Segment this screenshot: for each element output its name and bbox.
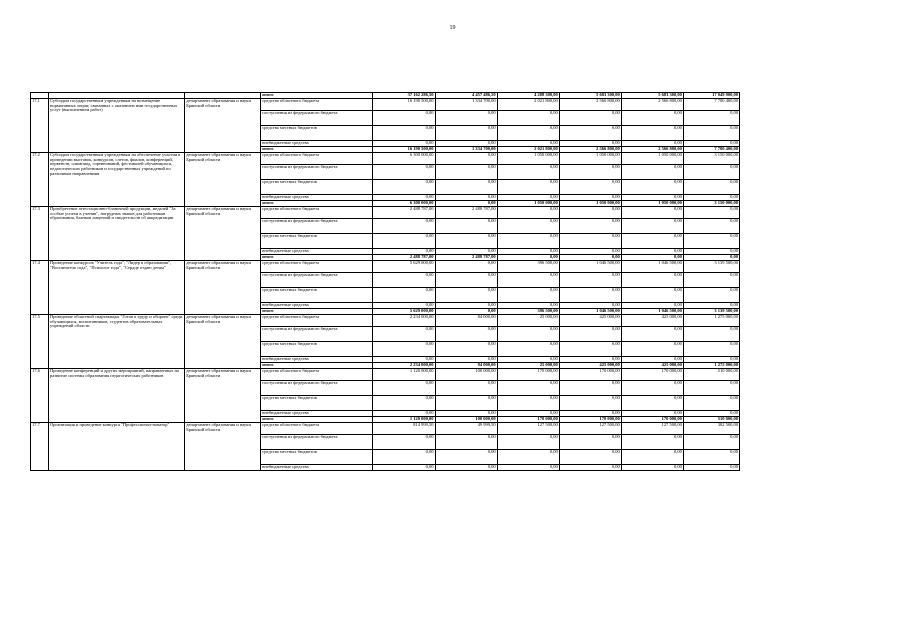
amount-cell: 2 234 000,00 [373,315,435,327]
amount-cell: 0,00 [497,435,559,450]
item-number: 17.5 [31,315,49,369]
amount-cell: 170 000,00 [559,369,621,381]
amount-cell: 25 000,00 [497,363,559,369]
amount-cell: 0,00 [559,288,621,303]
amount-cell: 0,00 [683,435,739,450]
amount-cell: 0,00 [683,396,739,411]
source-label: поступления из федерального бюджета [261,381,373,396]
amount-cell: 0,00 [497,357,559,363]
amount-cell: 0,00 [435,153,497,165]
table-row [31,207,740,219]
amount-cell: 0,00 [559,450,621,465]
amount-cell: 0,00 [373,165,435,180]
amount-cell: 2 488 787,00 [435,207,497,219]
amount-cell: 0,00 [373,357,435,363]
amount-cell: 5 629 000,00 [373,261,435,273]
amount-cell: 0,00 [559,435,621,450]
amount-cell: 0,00 [373,327,435,342]
amount-cell: 0,00 [683,219,739,234]
amount-cell: 2 488 787,00 [373,207,435,219]
source-label: поступления из федерального бюджета [261,273,373,288]
amount-cell: 0,00 [559,195,621,201]
amount-cell: 0,00 [497,327,559,342]
amount-cell: 0,00 [621,195,683,201]
amount-cell: 100 000,00 [435,417,497,423]
amount-cell: 0,00 [373,111,435,126]
source-label: средства местных бюджетов [261,288,373,303]
amount-cell: 0,00 [621,342,683,357]
amount-cell: 0,00 [373,342,435,357]
amount-cell: 0,00 [497,342,559,357]
amount-cell: 0,00 [559,381,621,396]
amount-cell: 0,00 [435,201,497,207]
amount-cell: 0,00 [497,303,559,309]
amount-cell: 0,00 [497,195,559,201]
amount-cell: 0,00 [683,465,739,471]
amount-cell: 1 046 500,00 [621,261,683,273]
source-label: средства областного бюджета [261,207,373,219]
amount-cell: 0,00 [435,249,497,255]
item-executor: департамент образования и науки Брянской области [185,369,261,423]
amount-cell: 0,00 [373,396,435,411]
amount-cell: 0,00 [621,207,683,219]
amount-cell: 0,00 [435,327,497,342]
item-executor: департамент образования и науки Брянской области [185,423,261,471]
item-number: 17.2 [31,153,49,207]
source-label: поступления из федерального бюджета [261,327,373,342]
amount-cell: 0,00 [373,126,435,141]
amount-cell: 0,00 [621,411,683,417]
amount-cell: 5 683 300,00 [559,93,621,99]
amount-cell: 0,00 [683,327,739,342]
table-row [31,369,740,381]
amount-cell: 0,00 [683,255,739,261]
amount-cell: 170 000,00 [621,369,683,381]
amount-cell: 0,00 [435,141,497,147]
amount-cell: 0,00 [373,303,435,309]
amount-cell: 1 050 000,00 [497,153,559,165]
source-label: итого [261,201,373,207]
item-number: 17.6 [31,369,49,423]
amount-cell: 510 000,00 [683,369,739,381]
amount-cell: 0,00 [559,396,621,411]
amount-cell: 1 050 000,00 [497,201,559,207]
amount-cell: 0,00 [435,273,497,288]
source-label: средства областного бюджета [261,315,373,327]
amount-cell: 0,00 [559,234,621,249]
amount-cell: 0,00 [683,195,739,201]
amount-cell: 1 050 000,00 [621,153,683,165]
source-label: внебюджетные средства [261,465,373,471]
amount-cell: 0,00 [559,207,621,219]
source-label: итого [261,309,373,315]
amount-cell: 0,00 [683,126,739,141]
amount-cell: 0,00 [683,141,739,147]
source-label: итого [261,93,373,99]
amount-cell: 0,00 [621,273,683,288]
amount-cell: 0,00 [373,219,435,234]
amount-cell: 0,00 [621,180,683,195]
amount-cell: 0,00 [435,180,497,195]
amount-cell: 0,00 [559,327,621,342]
amount-cell: 0,00 [435,342,497,357]
source-label: поступления из федерального бюджета [261,435,373,450]
amount-cell: 0,00 [497,288,559,303]
amount-cell: 0,00 [683,249,739,255]
amount-cell: 127 500,00 [497,423,559,435]
amount-cell: 0,00 [435,165,497,180]
amount-cell: 4 288 300,00 [497,93,559,99]
amount-cell: 425 000,00 [559,315,621,327]
amount-cell: 0,00 [497,126,559,141]
amount-cell: 1 120 000,00 [373,417,435,423]
item-name: Организация и проведение конкурса "Профессионал-новатор" [49,423,185,471]
amount-cell: 0,00 [621,219,683,234]
amount-cell: 0,00 [621,396,683,411]
amount-cell: 0,00 [373,141,435,147]
source-label: средства областного бюджета [261,369,373,381]
item-name: Субсидии государственным учреждениям на возмещение нормативных затрат, связанных с оказанием ими государственных услуг (выполнением работ) [49,99,185,153]
amount-cell: 0,00 [683,342,739,357]
budget-table [30,92,740,471]
amount-cell: 3 139 500,00 [683,261,739,273]
source-label: средства местных бюджетов [261,342,373,357]
amount-cell: 0,00 [621,234,683,249]
amount-cell: 6 300 000,00 [373,153,435,165]
amount-cell: 0,00 [497,381,559,396]
amount-cell: 84 000,00 [435,315,497,327]
amount-cell: 0,00 [683,180,739,195]
item-executor: департамент образования и науки Брянской области [185,261,261,315]
source-label: средства местных бюджетов [261,180,373,195]
amount-cell: 170 000,00 [497,417,559,423]
amount-cell: 0,00 [621,141,683,147]
amount-cell: 0,00 [621,255,683,261]
source-label: средства областного бюджета [261,99,373,111]
amount-cell: 25 000,00 [497,315,559,327]
amount-cell: 0,00 [683,288,739,303]
amount-cell: 0,00 [435,126,497,141]
amount-cell: 127 500,00 [621,423,683,435]
source-label: итого [261,363,373,369]
source-label: средства местных бюджетов [261,450,373,465]
amount-cell: 0,00 [435,309,497,315]
amount-cell: 382 500,00 [683,423,739,435]
amount-cell: 0,00 [621,111,683,126]
amount-cell: 0,00 [683,381,739,396]
amount-cell: 0,00 [373,195,435,201]
amount-cell: 1 050 000,00 [621,201,683,207]
amount-cell: 2 234 000,00 [373,363,435,369]
amount-cell: 0,00 [559,273,621,288]
amount-cell: 1 120 000,00 [373,369,435,381]
amount-cell: 1 275 000,00 [683,315,739,327]
amount-cell: 0,00 [683,273,739,288]
item-executor: департамент образования и науки Брянской области [185,153,261,207]
amount-cell: 1 275 000,00 [683,363,739,369]
amount-cell: 7 700 400,00 [683,99,739,111]
amount-cell: 0,00 [497,207,559,219]
amount-cell: 170 000,00 [497,369,559,381]
item-number: 17.3 [31,207,49,261]
amount-cell: 0,00 [559,141,621,147]
amount-cell: 3 139 500,00 [683,309,739,315]
source-label: поступления из федерального бюджета [261,219,373,234]
amount-cell: 0,00 [559,411,621,417]
table-row [31,423,740,435]
amount-cell: 0,00 [559,465,621,471]
amount-cell: 4 457 486,50 [435,93,497,99]
amount-cell: 1 050 000,00 [559,153,621,165]
amount-cell: 0,00 [373,450,435,465]
amount-cell: 0,00 [435,195,497,201]
amount-cell: 0,00 [373,288,435,303]
source-label: средства местных бюджетов [261,396,373,411]
amount-cell: 0,00 [621,327,683,342]
table-row [31,153,740,165]
amount-cell: 425 000,00 [621,315,683,327]
amount-cell: 0,00 [373,411,435,417]
amount-cell: 0,00 [373,381,435,396]
amount-cell: 3 150 000,00 [683,201,739,207]
amount-cell: 0,00 [435,357,497,363]
amount-cell: 2 566 800,00 [621,147,683,153]
amount-cell: 0,00 [373,435,435,450]
amount-cell: 425 000,00 [621,363,683,369]
amount-cell: 1 046 500,00 [559,261,621,273]
amount-cell: 0,00 [559,180,621,195]
source-label: средства местных бюджетов [261,126,373,141]
amount-cell: 17 049 900,00 [683,93,739,99]
amount-cell: 0,00 [497,465,559,471]
amount-cell: 1 334 700,00 [435,147,497,153]
page-number: 19 [449,25,456,31]
amount-cell: 0,00 [497,141,559,147]
amount-cell: 0,00 [683,111,739,126]
source-label: итого [261,147,373,153]
amount-cell: 0,00 [621,381,683,396]
amount-cell: 0,00 [683,207,739,219]
amount-cell: 0,00 [373,234,435,249]
amount-cell: 84 000,00 [435,363,497,369]
amount-cell: 0,00 [559,249,621,255]
item-executor: департамент образования и науки Брянской области [185,99,261,153]
amount-cell: 37 162 286,50 [373,93,435,99]
amount-cell: 6 300 000,00 [373,201,435,207]
item-name: Проведение конференций и других мероприятий, направленных на развитие системы образования педагогических работников [49,369,185,423]
amount-cell: 0,00 [621,357,683,363]
amount-cell: 5 683 300,00 [621,93,683,99]
table-row [31,99,740,111]
amount-cell: 16 190 500,00 [373,99,435,111]
amount-cell: 0,00 [435,261,497,273]
item-executor: департамент образования и науки Брянской области [185,207,261,261]
source-label: поступления из федерального бюджета [261,165,373,180]
amount-cell: 0,00 [435,219,497,234]
amount-cell: 0,00 [559,255,621,261]
amount-cell: 510 000,00 [683,417,739,423]
amount-cell: 425 000,00 [559,363,621,369]
amount-cell: 100 000,00 [435,369,497,381]
amount-cell: 2 021 800,00 [497,99,559,111]
source-label: средства областного бюджета [261,153,373,165]
amount-cell: 1 046 500,00 [559,309,621,315]
amount-cell: 0,00 [373,180,435,195]
amount-cell: 0,00 [559,165,621,180]
source-label: средства местных бюджетов [261,234,373,249]
amount-cell: 0,00 [683,165,739,180]
amount-cell: 0,00 [435,381,497,396]
amount-cell: 0,00 [621,435,683,450]
amount-cell: 0,00 [497,180,559,195]
source-label: средства областного бюджета [261,261,373,273]
amount-cell: 0,00 [435,303,497,309]
amount-cell: 0,00 [621,465,683,471]
amount-cell: 0,00 [559,342,621,357]
item-executor: департамент образования и науки Брянской области [185,315,261,369]
table-row [31,315,740,327]
amount-cell: 1 050 000,00 [559,201,621,207]
amount-cell: 0,00 [683,357,739,363]
amount-cell: 0,00 [621,288,683,303]
source-label: внебюджетные средства [261,303,373,309]
item-number: 17.1 [31,99,49,153]
amount-cell: 0,00 [435,396,497,411]
source-label: итого [261,255,373,261]
amount-cell: 0,00 [373,249,435,255]
amount-cell: 0,00 [497,165,559,180]
source-label: внебюджетные средства [261,249,373,255]
amount-cell: 16 190 500,00 [373,147,435,153]
amount-cell: 0,00 [435,450,497,465]
amount-cell: 0,00 [497,411,559,417]
amount-cell: 170 000,00 [559,417,621,423]
amount-cell: 2 021 800,00 [497,147,559,153]
amount-cell: 0,00 [621,249,683,255]
source-label: итого [261,417,373,423]
amount-cell: 0,00 [497,450,559,465]
amount-cell: 3 150 000,00 [683,153,739,165]
amount-cell: 0,00 [435,234,497,249]
amount-cell: 0,00 [435,435,497,450]
source-label: поступления из федерального бюджета [261,111,373,126]
item-name: Проведение областной спартакиады "Готов к труду и обороне" среди обучающихся, воспитанников, студентов образовательных учреждений области [49,315,185,369]
source-label: средства областного бюджета [261,423,373,435]
amount-cell: 0,00 [373,465,435,471]
item-name: Приобретение аттестационно-бланочной продукции, медалей "За особые успехи в учении", нагрудных знаков для работников образования, бланков лицензий и свидетельств об аккредитации [49,207,185,261]
amount-cell: 0,00 [559,357,621,363]
amount-cell: 0,00 [559,111,621,126]
amount-cell: 0,00 [683,303,739,309]
amount-cell: 0,00 [621,126,683,141]
amount-cell: 0,00 [497,249,559,255]
amount-cell: 0,00 [621,165,683,180]
amount-cell: 0,00 [559,219,621,234]
amount-cell: 0,00 [497,219,559,234]
amount-cell: 2 566 800,00 [559,147,621,153]
amount-cell: 127 500,00 [559,423,621,435]
amount-cell: 0,00 [559,126,621,141]
amount-cell: 170 000,00 [621,417,683,423]
amount-cell: 0,00 [373,273,435,288]
amount-cell: 0,00 [621,450,683,465]
amount-cell: 0,00 [497,111,559,126]
amount-cell: 0,00 [621,303,683,309]
amount-cell: 0,00 [435,411,497,417]
item-number: 17.7 [31,423,49,471]
amount-cell: 814 999,50 [373,423,435,435]
source-label: внебюджетные средства [261,195,373,201]
amount-cell: 396 500,00 [497,309,559,315]
item-name: Субсидии государственным учреждениям на обеспечение участия в проведении выставок, конкурсов, слетов, фиалов, конференций, первенств, олимпиад, соревнований, фестивалей обучающихся, педагогических работников и государственных учреждений по различным направлениям [49,153,185,207]
amount-cell: 0,00 [435,288,497,303]
amount-cell: 0,00 [497,396,559,411]
amount-cell: 49 999,50 [435,423,497,435]
table-row [31,261,740,273]
amount-cell: 2 488 787,00 [435,255,497,261]
source-label: внебюджетные средства [261,411,373,417]
amount-cell: 2 566 800,00 [559,99,621,111]
amount-cell: 0,00 [683,450,739,465]
item-name: Проведение конкурсов "Учитель года", "Лидер в образовании", "Воспитатель года", "Психолог года", "Сердце отдаю детям" [49,261,185,315]
amount-cell: 0,00 [559,303,621,309]
amount-cell: 1 046 500,00 [621,309,683,315]
amount-cell: 0,00 [683,234,739,249]
item-number: 17.4 [31,261,49,315]
source-label: внебюджетные средства [261,357,373,363]
amount-cell: 0,00 [497,234,559,249]
amount-cell: 0,00 [497,273,559,288]
amount-cell: 5 629 000,00 [373,309,435,315]
amount-cell: 0,00 [435,465,497,471]
amount-cell: 2 566 800,00 [621,99,683,111]
amount-cell: 0,00 [435,111,497,126]
amount-cell: 7 700 400,00 [683,147,739,153]
source-label: внебюджетные средства [261,141,373,147]
amount-cell: 0,00 [497,255,559,261]
amount-cell: 1 334 700,00 [435,99,497,111]
amount-cell: 396 500,00 [497,261,559,273]
amount-cell: 0,00 [683,411,739,417]
amount-cell: 2 488 787,00 [373,255,435,261]
